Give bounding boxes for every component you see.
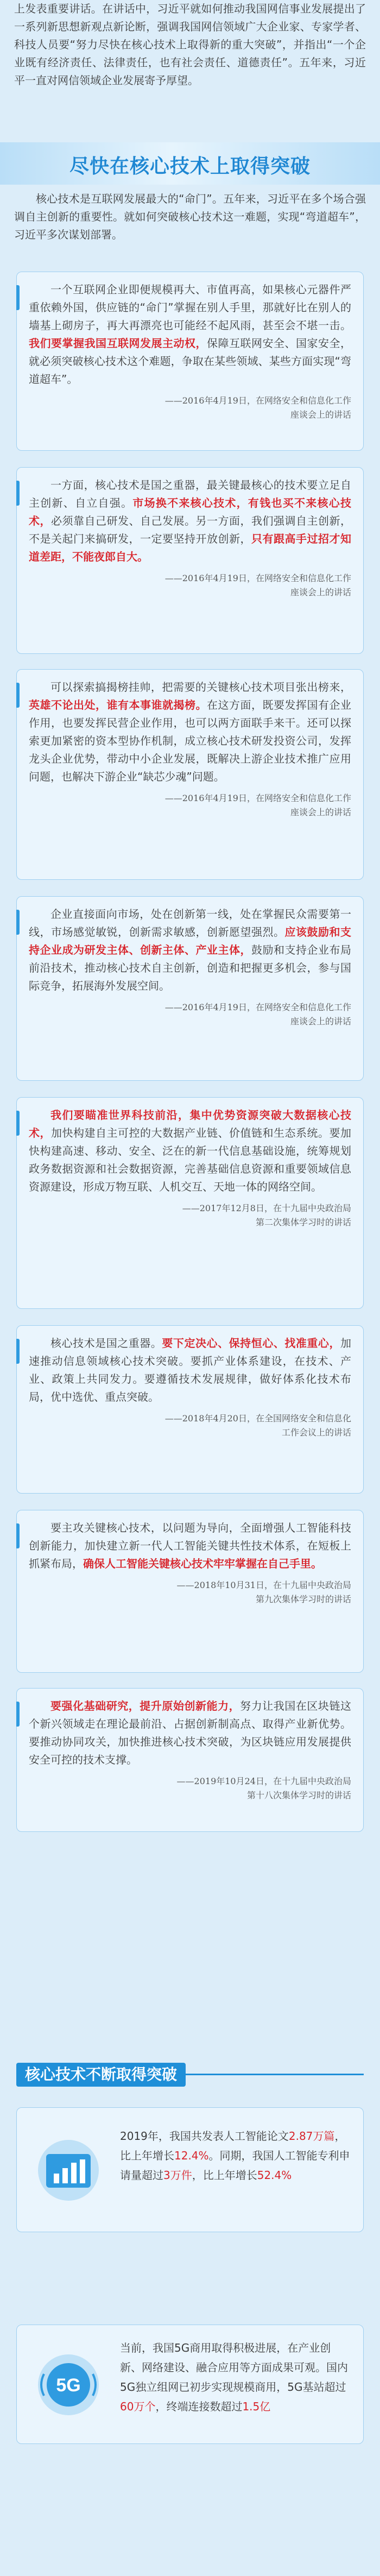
section-2-rule	[179, 2074, 364, 2075]
quote-segment: 加速推动信息领域核心技术突破。要抓产业体系建设，在技术、产业、政策上共同发力。要遵循技术发展规律，做好体系化技术布局，优中选优、重点突破。	[29, 1337, 352, 1403]
quote-emphasis: 确保人工智能关键核心技术牢牢掌握在自己手里。	[83, 1557, 322, 1570]
section-title: 尽快在核心技术上取得突破	[69, 155, 311, 178]
section-2-title: 核心技术不断取得突破	[16, 2063, 186, 2087]
intro-text: 上发表重要讲话。在讲话中，习近平就如何推动我国网信事业发展提出了一系列新思想新观点新论断，强调我国网信领域广大企业家、专家学者、科技人员要“努力尽快在核心技术上取得新的重大突破”，并指出“一个企业既有经济责任、法律责任，也有社会责任、道德责任”。五年来，习近平一直对网信领域企业发展寄予厚望。	[14, 2, 366, 87]
quote-source-line-2: 座谈会上的讲话	[290, 807, 351, 817]
quote-source	[29, 571, 351, 600]
quote-card	[16, 467, 364, 654]
stat-number: 60万个	[120, 2400, 156, 2413]
card-tab-marker	[16, 481, 20, 506]
card-tab-marker	[16, 1339, 20, 1364]
quote-text	[29, 678, 351, 786]
quote-text	[29, 1519, 351, 1573]
quote-source-line-2: 第九次集体学习时的讲话	[255, 1594, 351, 1604]
quote-source-line-1: 在全国网络安全和信息化	[255, 1413, 351, 1424]
quote-emphasis: 我们要瞄准世界科技前沿，集中优势资源突破大数据核心技术，	[29, 1109, 351, 1139]
quote-card	[16, 1688, 364, 1832]
stat-segment: 当前，我国5G商用取得积极进展，在产业创新、网络建设、融合应用等方面成果可观。国内5G独立组网已初步实现规模商用，5G基站超过	[120, 2341, 348, 2394]
stat-segment: ，比上年增长	[120, 2130, 346, 2162]
quote-source-line-1: 在网络安全和信息化工作	[255, 793, 351, 803]
stat-number: 2.87万篇	[288, 2130, 335, 2143]
quote-date: ——2019年10月24日，	[176, 1776, 273, 1786]
stat-text	[120, 2126, 352, 2185]
5g-icon	[28, 2352, 109, 2417]
quote-source-line-1: 在网络安全和信息化工作	[255, 1002, 351, 1012]
quote-segment: 一方面，核心技术是国之重器，最关键最核心的技术要立足自主创新、自立自强。	[29, 478, 351, 509]
card-tab-marker	[16, 683, 20, 708]
quote-source-line-1: 在网络安全和信息化工作	[255, 573, 351, 583]
intro-paragraph	[14, 0, 366, 90]
stat-segment: ，比上年增长	[192, 2169, 257, 2182]
quote-source	[29, 791, 351, 820]
bar-chart-icon	[28, 2138, 109, 2203]
stat-segment: 。同期，我国人工智能专利申请量超过	[120, 2149, 350, 2182]
quote-card	[16, 1325, 364, 1494]
quote-text	[29, 1106, 351, 1196]
quote-segment: 核心技术是国之重器。	[50, 1337, 162, 1350]
quote-source-line-1: 在十九届中央政治局	[273, 1580, 351, 1590]
quote-card	[16, 1510, 364, 1673]
quote-emphasis: 英雄不论出处，谁有本事谁就揭榜。	[29, 698, 207, 711]
quote-segment: 努力让我国在区块链这个新兴领域走在理论最前沿、占据创新制高点、取得产业新优势。要推动协同攻关，加快推进核心技术突破，为区块链应用发展提供安全可控的技术支撑。	[29, 1699, 352, 1766]
quote-source-line-1: 在十九届中央政治局	[273, 1776, 351, 1786]
quote-date: ——2017年12月8日，	[182, 1203, 273, 1213]
stat-number: 12.4%	[174, 2149, 209, 2162]
stat-number: 3万件	[163, 2169, 192, 2182]
quote-date: ——2016年4月19日，	[164, 395, 256, 406]
quote-emphasis: 要下定决心、保持恒心、找准重心，	[162, 1337, 341, 1350]
quote-source	[29, 1000, 351, 1029]
quote-segment: 保障互联网安全、国家安全，就必须突破核心技术这个难题，争取在某些领域、某些方面实现“弯道超车”。	[29, 337, 351, 386]
quote-emphasis: 我们要掌握我国互联网发展主动权，	[29, 337, 207, 350]
quote-source	[29, 1578, 351, 1607]
quote-segment: 可以探索搞揭榜挂帅，把需要的关键核心技术项目张出榜来，	[50, 681, 351, 694]
stat-number: 52.4%	[257, 2169, 292, 2182]
quote-text	[29, 1697, 351, 1769]
5g-icon-label: 5G	[56, 2375, 81, 2396]
quote-date: ——2018年10月31日，	[176, 1580, 273, 1590]
card-tab-marker	[16, 910, 20, 935]
quote-source	[29, 1774, 351, 1803]
section-intro	[14, 190, 366, 244]
card-tab-marker	[16, 1111, 20, 1136]
quote-emphasis: 应该鼓励和支持企业成为研发主体、创新主体、产业主体，	[29, 925, 351, 956]
quote-segment: 必须靠自己研发、自己发展。另一方面，我们强调自主创新，不是关起门来搞研发，一定要坚持开放创新，	[29, 514, 351, 545]
quote-date: ——2016年4月19日，	[164, 573, 256, 583]
quote-source-line-2: 座谈会上的讲话	[290, 410, 351, 420]
stat-segment: 2019年，我国共发表人工智能论文	[120, 2130, 289, 2143]
quote-card	[16, 1097, 364, 1309]
quote-source-line-2: 座谈会上的讲话	[290, 1016, 351, 1026]
quote-segment: 鼓励和支持企业布局前沿技术，推动核心技术自主创新，创造和把握更多机会，参与国际竞争，拓展海外发展空间。	[29, 943, 351, 992]
quote-emphasis: 市场换不来核心技术，有钱也买不来核心技术，	[29, 496, 352, 527]
quote-segment: 企业直接面向市场，处在创新第一线，处在掌握民众需要第一线，市场感觉敏锐，创新需求敏感，创新愿望强烈。	[29, 908, 351, 939]
quote-source-line-2: 工作会议上的讲话	[281, 1427, 351, 1438]
quote-source-line-2: 座谈会上的讲话	[290, 587, 351, 597]
quote-source-line-2: 第二次集体学习时的讲话	[255, 1217, 351, 1227]
quote-date: ——2016年4月19日，	[164, 793, 256, 803]
stat-card	[16, 2325, 364, 2444]
section-banner	[0, 142, 380, 185]
quote-emphasis: 只有跟高手过招才知道差距，不能夜郎自大。	[29, 532, 351, 563]
quote-card	[16, 272, 364, 451]
quote-segment: 在这方面，既要发挥国有企业作用，也要发挥民营企业作用，也可以两方面联手来干。还可以探索更加紧密的资本型协作机制，成立核心技术研发投资公司，发挥龙头企业优势，带动中小企业发展，既解决上游企业技术推广应用问题，也解决下游企业“缺芯少魂”问题。	[29, 698, 351, 783]
quote-source	[29, 394, 351, 422]
quote-text	[29, 905, 351, 995]
section-intro-text: 核心技术是互联网发展最大的“命门”。五年来，习近平在多个场合强调自主创新的重要性。就如何突破核心技术这一难题，实现“弯道超车”，习近平多次谋划部署。	[14, 192, 366, 241]
stat-text	[120, 2338, 352, 2416]
quote-segment: 要主攻关键核心技术，以问题为导向，全面增强人工智能科技创新能力，加快建立新一代人工智能关键共性技术体系，在短板上抓紧布局，	[29, 1521, 351, 1570]
quote-source-line-1: 在十九届中央政治局	[273, 1203, 351, 1213]
quote-segment: 一个互联网企业即便规模再大、市值再高，如果核心元器件严重依赖外国，供应链的“命门”掌握在别人手里，那就好比在别人的墙基上砌房子，再大再漂亮也可能经不起风雨，甚至会不堪一击。	[29, 283, 351, 332]
quote-date: ——2016年4月19日，	[164, 1002, 256, 1012]
quote-date: ——2018年4月20日，	[164, 1413, 256, 1424]
quote-text	[29, 1334, 351, 1406]
stat-segment: ，终端连接数超过	[155, 2400, 243, 2413]
quote-text	[29, 281, 351, 388]
quote-source	[29, 1412, 351, 1440]
quote-segment: 加快构建自主可控的大数据产业链、价值链和生态系统。要加快构建高速、移动、安全、泛在的新一代信息基础设施，统筹规划政务数据资源和社会数据资源，完善基础信息资源和重要领域信息资源建设，形成万物互联、人机交互、天地一体的网络空间。	[29, 1126, 351, 1193]
section-heading-2	[0, 2058, 380, 2090]
quote-source-line-1: 在网络安全和信息化工作	[255, 395, 351, 406]
card-tab-marker	[16, 285, 20, 310]
card-tab-marker	[16, 1702, 20, 1727]
quote-card	[16, 669, 364, 880]
quote-source-line-2: 第十八次集体学习时的讲话	[246, 1790, 351, 1800]
card-tab-marker	[16, 1523, 20, 1548]
quote-card	[16, 896, 364, 1081]
quote-emphasis: 要强化基础研究，提升原始创新能力，	[50, 1699, 240, 1712]
quote-text	[29, 476, 351, 566]
stat-card	[16, 2107, 364, 2232]
quote-source	[29, 1201, 351, 1230]
stat-number: 1.5亿	[242, 2400, 271, 2413]
